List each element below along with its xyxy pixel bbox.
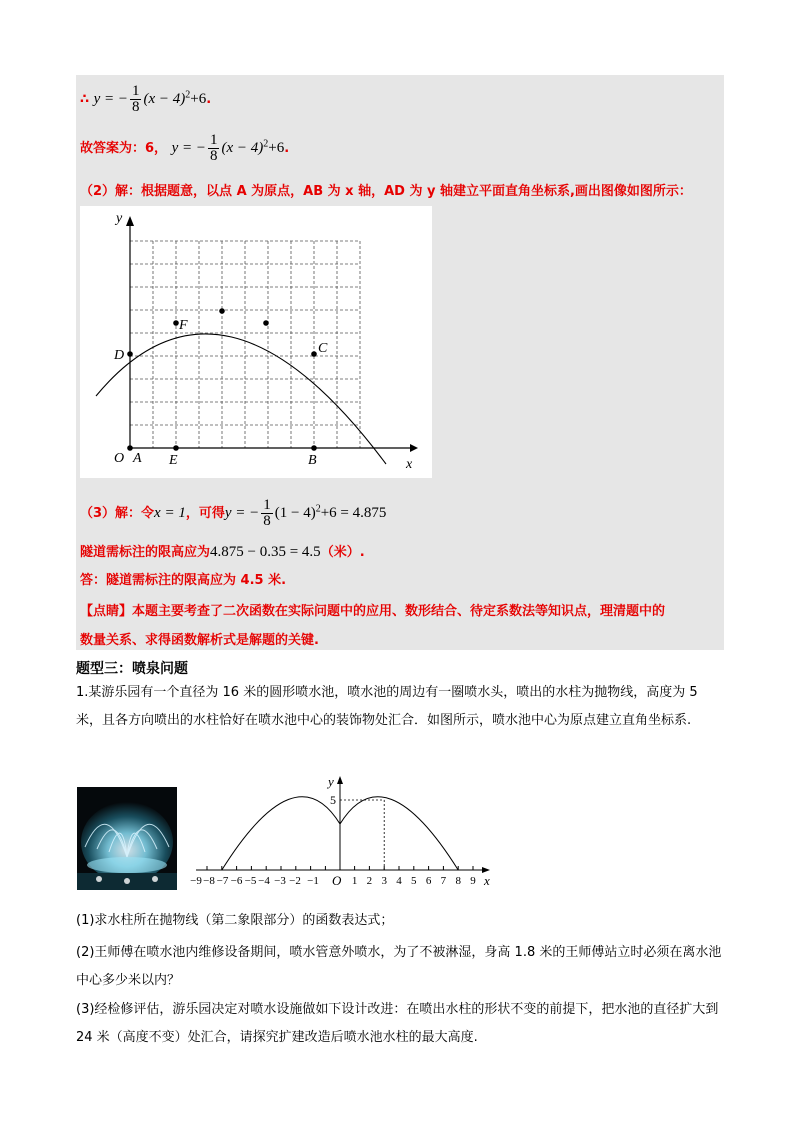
label-E: E — [169, 453, 178, 468]
tick-label: −3 — [274, 875, 286, 887]
label-O: O — [114, 451, 125, 466]
equation-tail: +6 — [268, 140, 285, 156]
answer-line: 答：隧道需标注的限高应为 4.5 米. — [80, 573, 287, 588]
tick-label: 5 — [411, 875, 417, 887]
tick-label: −5 — [244, 875, 257, 887]
fraction: $\frac{1}{8}$ — [263, 497, 271, 529]
right-water-arc — [340, 797, 458, 870]
x-axis-label: x — [484, 873, 490, 888]
tick-label: 1 — [351, 875, 358, 887]
tick-label: −4 — [258, 875, 270, 887]
label-A: A — [133, 451, 142, 466]
exponent: 2 — [315, 503, 321, 515]
equation-lhs: y = − — [93, 91, 128, 107]
point-C — [311, 351, 317, 357]
label-C: C — [318, 341, 328, 356]
label-F: F — [179, 318, 188, 333]
fountain-graph — [190, 772, 500, 892]
tick-label: 6 — [425, 875, 432, 887]
height-label: 5 — [330, 793, 336, 807]
equation-lhs: y = − — [171, 140, 206, 156]
note-line-2: 数量关系、求得函数解析式是解题的关键. — [80, 633, 319, 648]
solution-line-2: 故答案为：6， y = − $\frac{1}{8}$ $(x - 4)^2+6$. — [80, 132, 290, 164]
question-2: (2)王师傅在喷水池内维修设备期间，喷水管意外喷水，为了不被淋湿，身高 1.8 米的王师傅站立时必须在离水池中心多少米以内？ — [76, 945, 722, 988]
label-B: B — [308, 453, 317, 468]
origin-label: O — [332, 873, 342, 888]
equation-tail: +6 — [190, 91, 207, 107]
point-D — [127, 351, 133, 357]
point-F — [173, 320, 179, 326]
problem-text: 1.某游乐园有一个直径为 16 米的圆形喷水池，喷水池的周边有一圈喷水头，喷出的水柱为抛物线，高度为 5 米，且各方向喷出的水柱恰好在喷水池中心的装饰物处汇合．如图所示，喷水池中心为原点建立直角坐标系. — [76, 685, 698, 728]
point-B — [311, 445, 317, 451]
solution-line-4: （3）解：令x = 1，可得y = − $\frac{1}{8}$ $(1 - 4)^2+6 = 4.875$ — [80, 497, 387, 529]
question-1: (1)求水柱所在抛物线（第二象限部分）的函数表达式； — [76, 913, 394, 928]
answer-lead: 故答案为：6， — [80, 141, 168, 156]
x-axis-arrow — [410, 444, 418, 452]
equation-paren: (x − 4) — [221, 140, 264, 156]
y-axis-arrow — [126, 216, 134, 226]
equation-lhs: y = − — [224, 505, 260, 521]
exponent: 2 — [185, 89, 191, 101]
y-axis-arrow — [337, 776, 343, 784]
equation-paren: (1 − 4) — [274, 505, 316, 521]
fraction: $\frac{1}{8}$ — [209, 132, 218, 164]
parabola-curve — [96, 334, 386, 464]
tick-label: 9 — [470, 875, 476, 887]
condition: x = 1 — [154, 505, 186, 521]
point-right-top — [263, 320, 269, 326]
point-A — [127, 445, 133, 451]
tick-label: 8 — [455, 875, 461, 887]
tick-label: −6 — [230, 875, 243, 887]
y-axis-label: y — [328, 774, 334, 789]
solution-line-1: ∴ y = − $\frac{1}{8}$ $(x - 4)^2+6$. — [80, 83, 212, 115]
tick-label: −8 — [203, 875, 215, 887]
coordinate-graph — [80, 206, 432, 478]
fountain-photo — [77, 787, 177, 890]
point-E — [173, 445, 179, 451]
y-axis-label: y — [116, 211, 123, 226]
solution-line-5: 隧道需标注的限高应为4.875 − 0.35 = 4.5（米）. — [80, 544, 365, 560]
limit-equation: 4.875 − 0.35 = 4.5 — [210, 544, 321, 560]
tick-label: −2 — [289, 875, 301, 887]
point-vertex — [219, 308, 225, 314]
solution-line-3: （2）解：根据题意，以点 A 为原点，AB 为 x 轴，AD 为 y 轴建立平面直角坐标系,画出图像如图所示： — [80, 184, 692, 199]
label-D: D — [114, 348, 125, 363]
tick-label: −9 — [190, 875, 202, 887]
left-water-arc — [222, 797, 340, 870]
note-line-1: 【点睛】本题主要考查了二次函数在实际问题中的应用、数形结合、待定系数法等知识点，理清题中的 — [80, 604, 666, 619]
tick-label: −1 — [307, 875, 319, 887]
tick-label: 4 — [396, 875, 402, 887]
equation-tail: +6 = 4.875 — [320, 505, 387, 521]
therefore-symbol: ∴ — [80, 92, 90, 107]
question-3: (3)经检修评估，游乐园决定对喷水设施做如下设计改进：在喷出水柱的形状不变的前提下，把水池的直径扩大到 24 米（高度不变）处汇合，请探究扩建改造后喷水池水柱的最大高度. — [76, 1002, 719, 1045]
parabola-figure — [80, 206, 432, 478]
fraction: $\frac{1}{8}$ — [131, 83, 140, 115]
tick-label: 3 — [381, 875, 387, 887]
tick-label: −7 — [216, 875, 229, 887]
tick-label: 7 — [440, 875, 447, 887]
section-heading: 题型三：喷泉问题 — [76, 661, 188, 677]
equation-paren: (x − 4) — [143, 91, 186, 107]
exponent: 2 — [263, 138, 269, 150]
x-axis-label: x — [406, 457, 413, 472]
tick-label: 2 — [366, 875, 373, 887]
